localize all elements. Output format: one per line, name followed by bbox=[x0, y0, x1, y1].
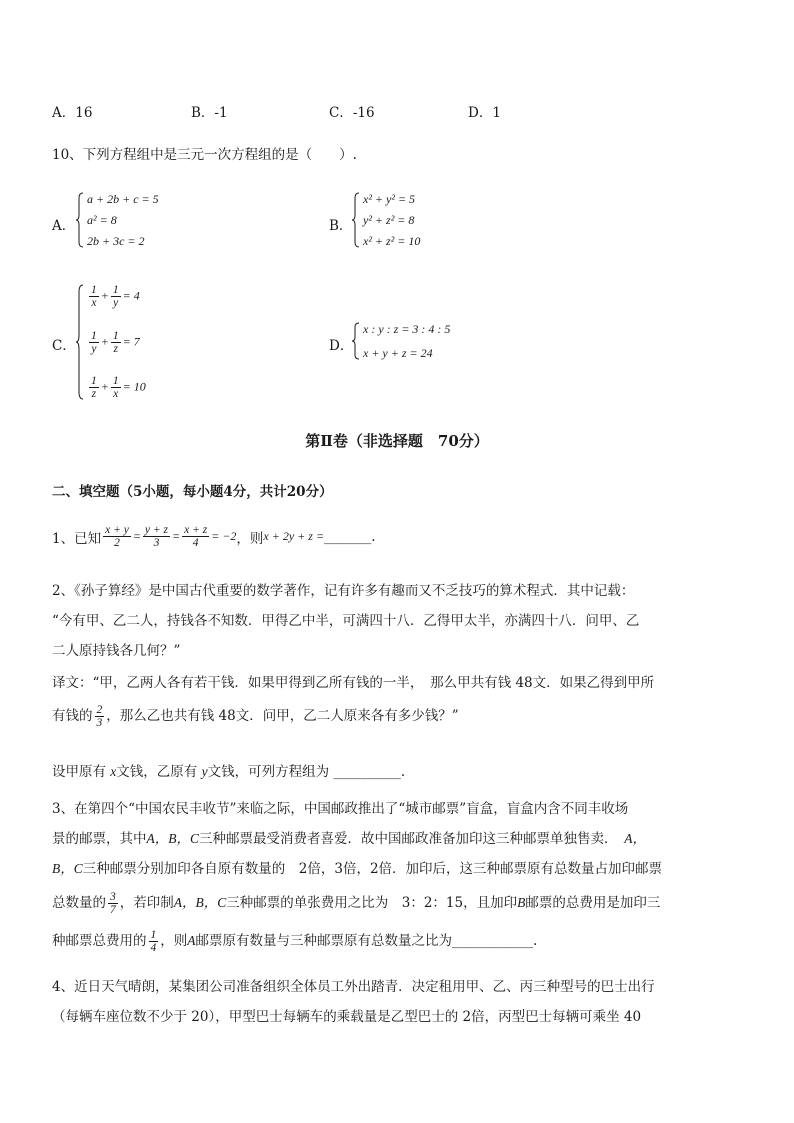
system-line: $\frac{1}{x}$ + $\frac{1}{y}$ = 4 bbox=[91, 284, 140, 309]
system-line: x² + y² = 5 bbox=[363, 192, 416, 206]
brace-icon bbox=[352, 192, 360, 248]
system-line: 2b + 3c = 2 bbox=[87, 234, 145, 248]
q9-option-d: D．1 bbox=[468, 105, 501, 121]
section2-heading: 二、填空题（5小题，每小题4分，共计20分） bbox=[52, 484, 333, 500]
q10-option-a-label: A． bbox=[52, 218, 76, 234]
brace-icon bbox=[76, 284, 84, 400]
fill-question-2-translation: 译文：“甲，乙两人各有若干钱．如果甲得到乙所有钱的一半， 那么甲共有钱 48文．如果乙得到甲所 有钱的 $\frac{2}{3}$ ，那么乙也共有钱 48文．问甲，乙二人原来各有多少钱？” bbox=[52, 675, 655, 729]
system-line: x : y : z = 3 : 4 : 5 bbox=[363, 322, 451, 336]
q10-stem: 10、下列方程组中是三元一次方程组的是（ ）. bbox=[52, 147, 357, 163]
system-line: $\frac{1}{z}$ + $\frac{1}{x}$ = 10 bbox=[91, 375, 146, 400]
q10-option-c-system bbox=[76, 284, 146, 400]
answer-blank: ____________ bbox=[452, 933, 533, 949]
fill-question-2: 2、《孙子算经》是中国古代重要的数学著作，记有许多有趣而又不乏技巧的算术程式．其中记载： “今有甲、乙二人，持钱各不知数．甲得乙中半，可满四十八．乙得甲太半，亦满四十八．问甲、乙 二人原持钱各几何？” bbox=[52, 583, 640, 659]
q10-option-b-label: B． bbox=[329, 218, 353, 234]
answer-blank: _______ bbox=[324, 528, 372, 545]
q10-option-c-label: C． bbox=[52, 338, 76, 354]
q9-option-a: A．16 bbox=[52, 105, 93, 121]
system-line: $\frac{1}{y}$ + $\frac{1}{z}$ = 7 bbox=[91, 329, 140, 355]
q10-option-b-system bbox=[352, 192, 420, 248]
fill-question-4: 4、近日天气晴朗，某集团公司准备组织全体员工外出踏青．决定租用甲、乙、丙三种型号的巴士出行 （每辆车座位数不少于 20），甲型巴士每辆车的乘载量是乙型巴士的 2倍，丙型巴士每辆可乘坐 40 bbox=[52, 979, 655, 1025]
system-line: x² + z² = 10 bbox=[363, 234, 421, 248]
system-line: a² = 8 bbox=[87, 213, 117, 227]
q10-option-d-system bbox=[352, 322, 450, 360]
q10-option-a-system bbox=[76, 192, 159, 248]
brace-icon bbox=[76, 192, 84, 248]
answer-blank: __________ bbox=[333, 764, 401, 780]
fill-question-1: 1、已知 $\frac{x + y}{2}$ = $\frac{y + z}{3}$ = $\frac{x + z}{4}$ = −2 ，则 x + 2y + z = _______ . bbox=[52, 524, 376, 549]
fill-question-2-ask: 设甲原有 x文钱，乙原有 y文钱，可列方程组为 __________. bbox=[52, 764, 406, 780]
part2-title: 第Ⅱ卷（非选择题 70分） bbox=[305, 432, 489, 450]
brace-icon bbox=[352, 322, 360, 360]
q9-option-b: B．-1 bbox=[191, 105, 228, 121]
q10-option-d-label: D． bbox=[329, 338, 354, 354]
fill-question-3: 3、在第四个“中国农民丰收节”来临之际，中国邮政推出了“城市邮票”盲盒，盲盒内含不同丰收场 景的邮票，其中 A，B，C 三种邮票最受消费者喜爱．故中国邮政准备加印这三种邮票单独售卖． A， B，C 三种邮票分别加印各自原有数量的 2倍，3倍，2倍．加印后，这三种邮票原有总数量占加印邮票 总数量的 $\frac{3}{7}$ ，若印制 A，B，C 三种邮票的单张费用之比为 3：2：15，且加印 B 邮票的总费用是加印三 种邮票总费用的 $\frac{1}{4}$ ，则 A 邮票原有数量与三种邮票原有总数量之比为 ____________ . bbox=[52, 794, 742, 960]
system-line: a + 2b + c = 5 bbox=[87, 192, 159, 206]
system-line: y² + z² = 8 bbox=[363, 213, 415, 227]
q9-option-c: C．-16 bbox=[329, 105, 375, 121]
system-line: x + y + z = 24 bbox=[363, 346, 433, 360]
